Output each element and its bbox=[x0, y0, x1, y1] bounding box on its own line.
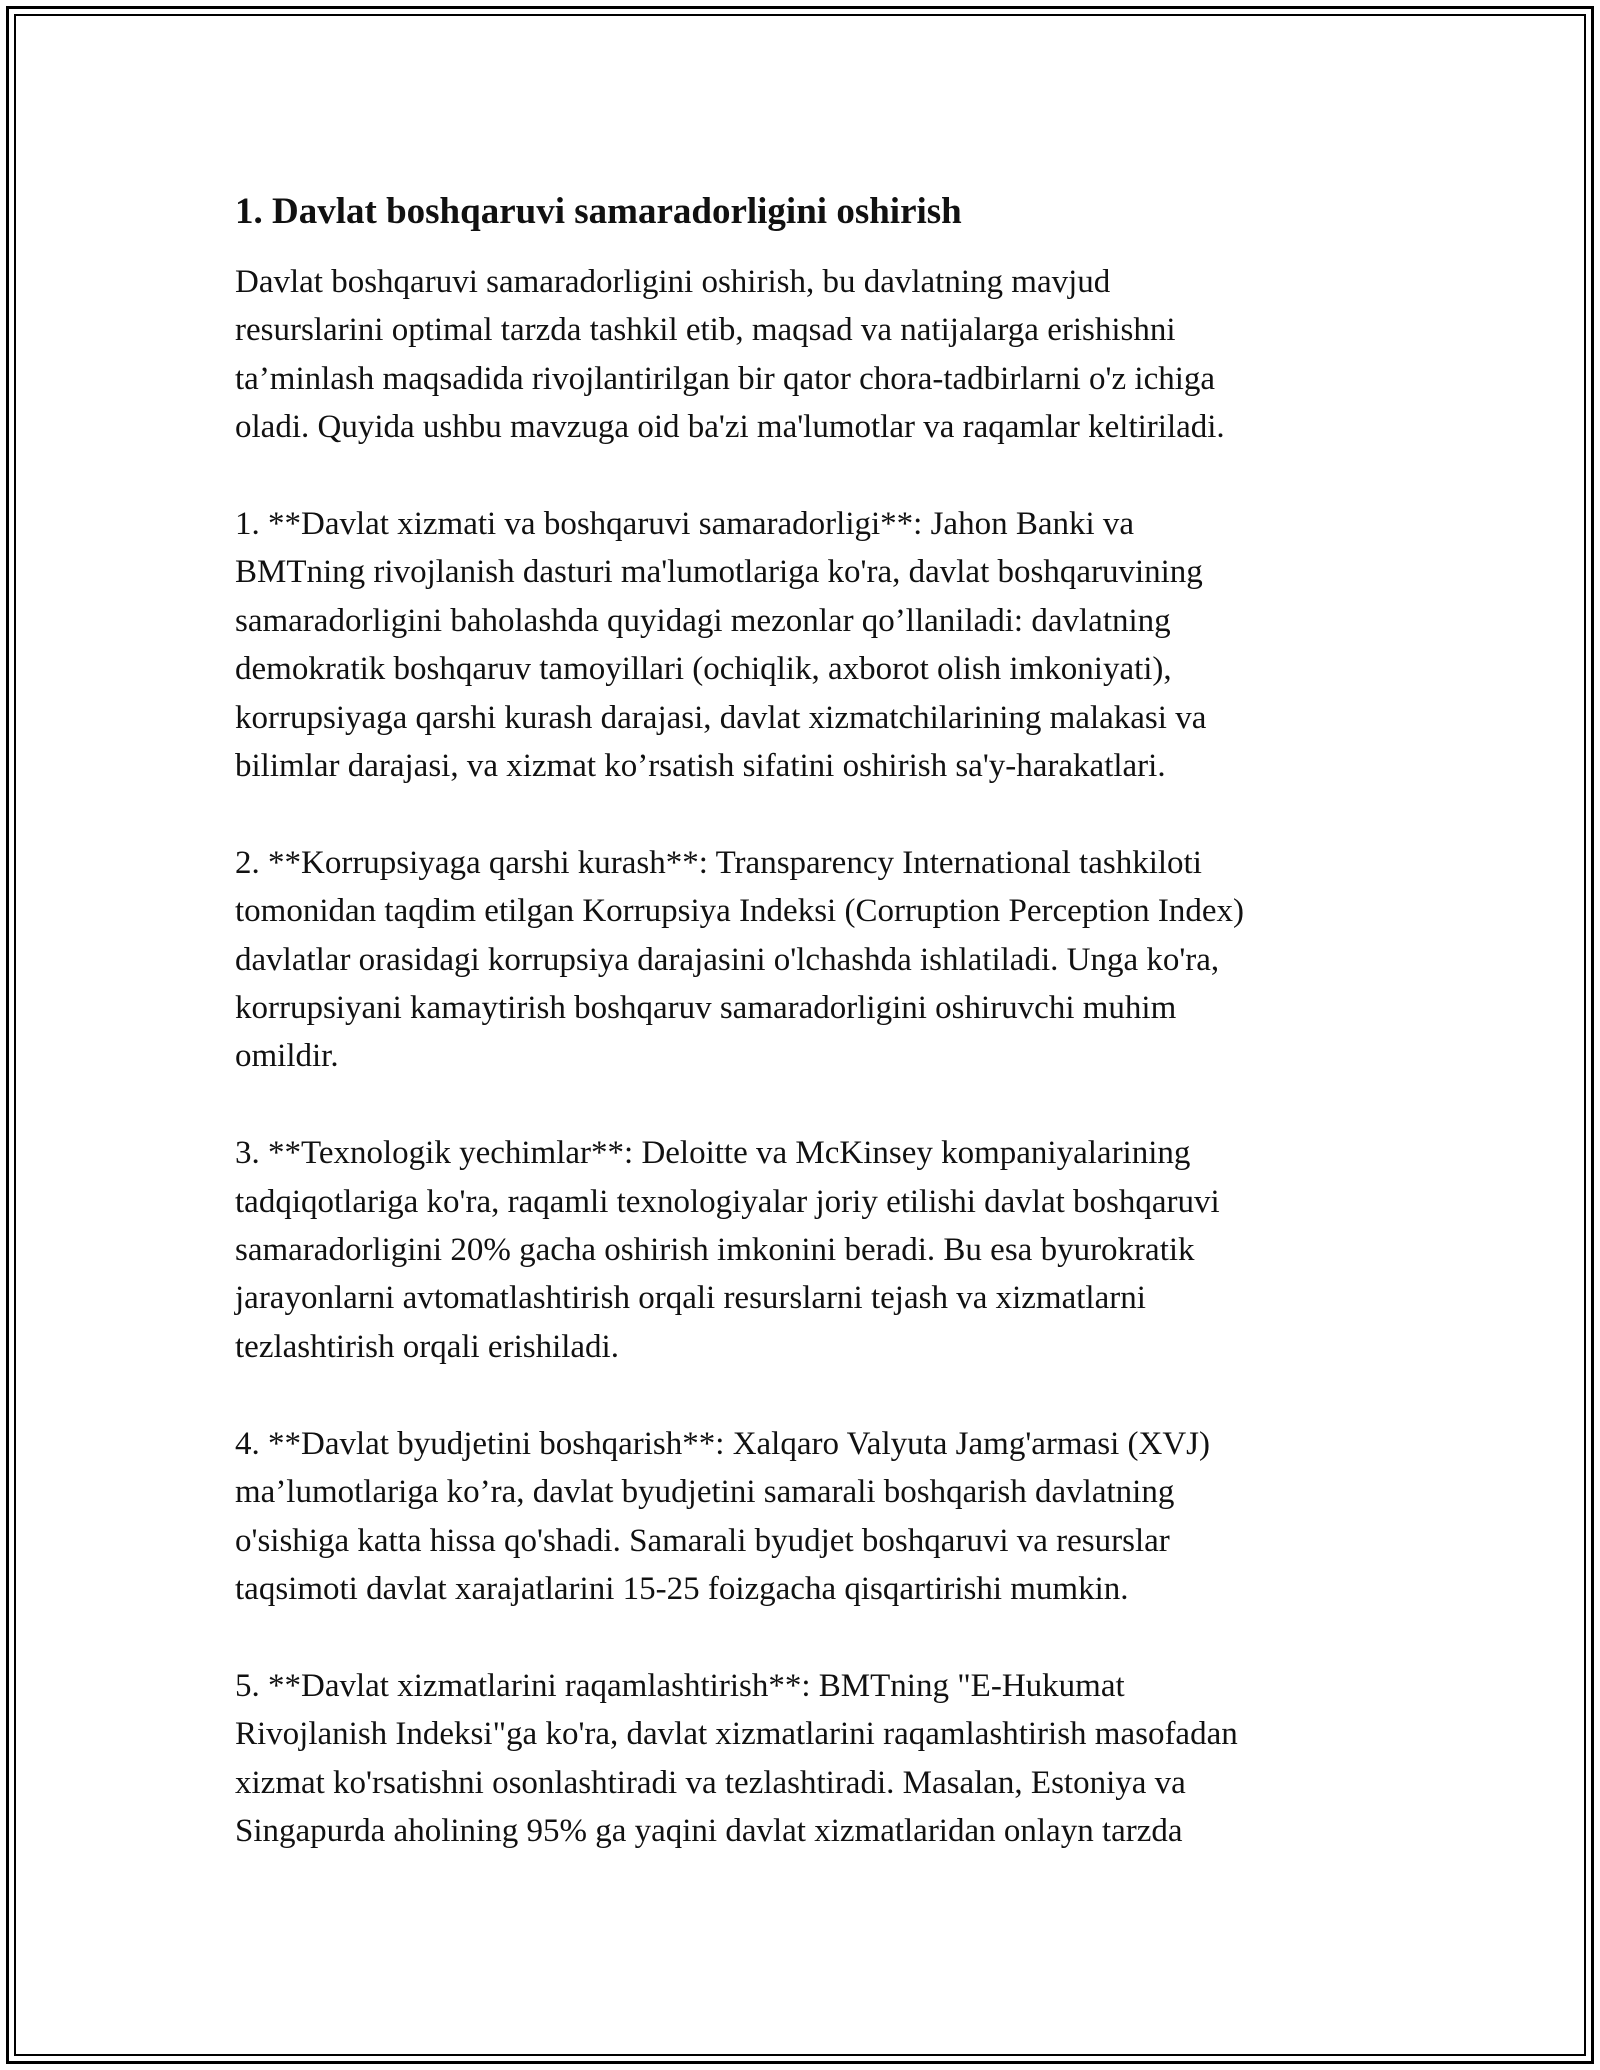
text-line: o'sishiga katta hissa qo'shadi. Samarali byudjet boshqaruvi va resurslar bbox=[235, 1522, 1170, 1559]
text-line: bilimlar darajasi, va xizmat ko’rsatish sifatini oshirish sa'y-harakatlari. bbox=[235, 748, 1166, 785]
item-paragraph-4 bbox=[235, 1420, 1385, 1614]
intro-paragraph bbox=[235, 258, 1385, 452]
text-line: jarayonlarni avtomatlashtirish orqali resurslarni tejash va xizmatlarni bbox=[235, 1280, 1146, 1317]
text-line: samaradorligini 20% gacha oshirish imkonini beradi. Bu esa byurokratik bbox=[235, 1232, 1195, 1269]
text-line: davlatlar orasidagi korrupsiya darajasini o'lchashda ishlatiladi. Unga ko'ra, bbox=[235, 941, 1220, 978]
text-line: 5. **Davlat xizmatlarini raqamlashtirish**: BMTning "E-Hukumat bbox=[235, 1667, 1125, 1704]
text-line: demokratik boshqaruv tamoyillari (ochiqlik, axborot olish imkoniyati), bbox=[235, 651, 1172, 688]
text-line: Davlat boshqaruvi samaradorligini oshirish, bu davlatning mavjud bbox=[235, 264, 1111, 300]
text-line: 3. **Texnologik yechimlar**: Deloitte va McKinsey kompaniyalarining bbox=[235, 1135, 1191, 1172]
text-line: korrupsiyani kamaytirish boshqaruv samaradorligini oshiruvchi muhim bbox=[235, 990, 1177, 1027]
section-heading: 1. Davlat boshqaruvi samaradorligini oshirish bbox=[235, 191, 962, 232]
text-line: taqsimoti davlat xarajatlarini 15-25 foizgacha qisqartirishi mumkin. bbox=[235, 1570, 1129, 1607]
text-line: Singapurda aholining 95% ga yaqini davlat xizmatlaridan onlayn tarzda bbox=[235, 1812, 1183, 1849]
text-line: tezlashtirish orqali erishiladi. bbox=[235, 1328, 619, 1365]
item-paragraph-2 bbox=[235, 839, 1385, 1081]
text-line: korrupsiyaga qarshi kurash darajasi, davlat xizmatchilarining malakasi va bbox=[235, 699, 1207, 736]
text-line: 4. **Davlat byudjetini boshqarish**: Xalqaro Valyuta Jamg'armasi (XVJ) bbox=[235, 1425, 1210, 1462]
text-line: ma’lumotlariga ko’ra, davlat byudjetini samarali boshqarish davlatning bbox=[235, 1474, 1175, 1511]
item-paragraph-5 bbox=[235, 1662, 1385, 1856]
item-paragraph-3 bbox=[235, 1129, 1385, 1371]
text-line: tadqiqotlariga ko'ra, raqamli texnologiyalar joriy etilishi davlat boshqaruvi bbox=[235, 1183, 1220, 1220]
text-line: 2. **Korrupsiyaga qarshi kurash**: Transparency International tashkiloti bbox=[235, 844, 1202, 881]
text-line: ta’minlash maqsadida rivojlantirilgan bir qator chora-tadbirlarni o'z ichiga bbox=[235, 360, 1216, 397]
text-line: oladi. Quyida ushbu mavzuga oid ba'zi ma'lumotlar va raqamlar keltiriladi. bbox=[235, 409, 1225, 446]
text-line: samaradorligini baholashda quyidagi mezonlar qo’llaniladi: davlatning bbox=[235, 602, 1171, 639]
text-line: omildir. bbox=[235, 1038, 339, 1075]
document-body bbox=[235, 188, 1385, 1904]
item-paragraph-1 bbox=[235, 500, 1385, 790]
text-line: 1. **Davlat xizmati va boshqaruvi samaradorligi**: Jahon Banki va bbox=[235, 506, 1135, 543]
text-line: BMTning rivojlanish dasturi ma'lumotlariga ko'ra, davlat boshqaruvining bbox=[235, 554, 1203, 591]
text-line: resurslarini optimal tarzda tashkil etib, maqsad va natijalarga erishishni bbox=[235, 312, 1176, 349]
text-line: Rivojlanish Indeksi"ga ko'ra, davlat xizmatlarini raqamlashtirish masofadan bbox=[235, 1716, 1238, 1753]
text-line: xizmat ko'rsatishni osonlashtiradi va tezlashtiradi. Masalan, Estoniya va bbox=[235, 1764, 1186, 1801]
text-line: tomonidan taqdim etilgan Korrupsiya Indeksi (Corruption Perception Index) bbox=[235, 893, 1245, 930]
